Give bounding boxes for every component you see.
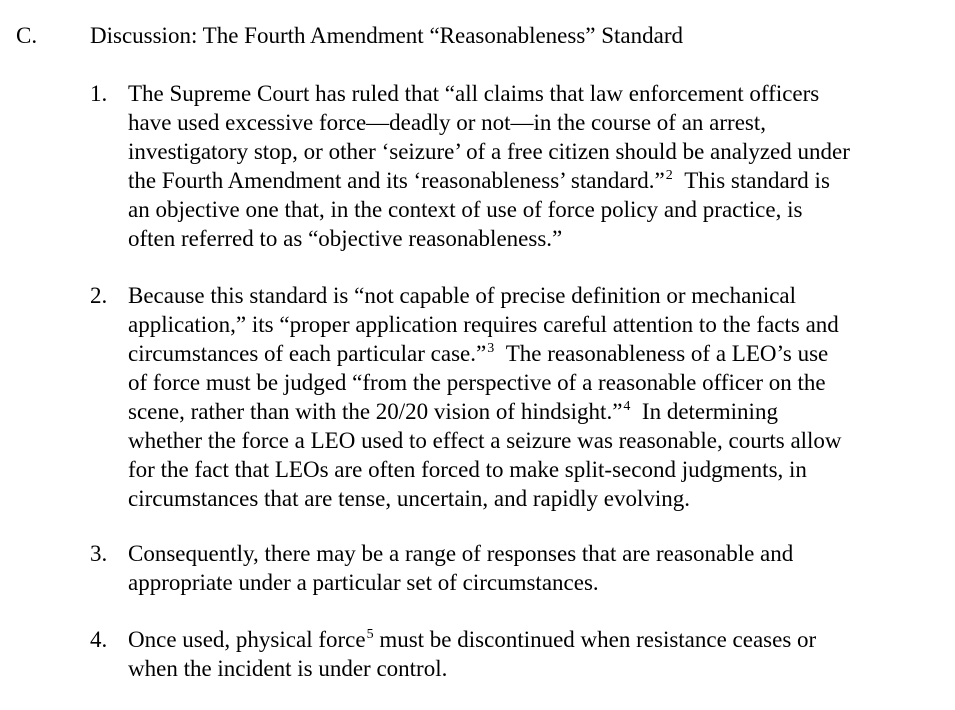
text-line: have used excessive force—deadly or not—in the course of an arrest, xyxy=(128,110,767,135)
text-line: circumstances that are tense, uncertain, and rapidly evolving. xyxy=(128,486,691,511)
item-number: 2. xyxy=(90,283,108,308)
item-number: 4. xyxy=(90,627,108,652)
text-fragment: must be discontinued when resistance ceases or xyxy=(379,627,817,652)
item-text xyxy=(128,281,930,513)
text-line: Consequently, there may be a range of responses that are reasonable and xyxy=(128,541,794,566)
text-line xyxy=(128,166,930,195)
text-line xyxy=(128,625,930,654)
item-number: 1. xyxy=(90,81,108,106)
list-item xyxy=(90,625,930,683)
text-line: application,” its “proper application requires careful attention to the facts and xyxy=(128,312,839,337)
list-item xyxy=(90,281,930,513)
item-text xyxy=(128,625,930,683)
list-item xyxy=(90,539,930,597)
list-item xyxy=(90,79,930,253)
footnote-ref: 2 xyxy=(665,168,673,183)
footnote-ref: 5 xyxy=(366,627,374,642)
text-line: appropriate under a particular set of circumstances. xyxy=(128,570,599,595)
section-letter: C. xyxy=(16,23,38,48)
footnote-ref: 4 xyxy=(623,399,631,414)
text-line xyxy=(128,397,930,426)
item-number: 3. xyxy=(90,541,108,566)
footnote-ref: 3 xyxy=(487,341,495,356)
section-title: Discussion: The Fourth Amendment “Reasonableness” Standard xyxy=(90,23,684,48)
text-line: investigatory stop, or other ‘seizure’ of a free citizen should be analyzed under xyxy=(128,139,850,164)
text-line: when the incident is under control. xyxy=(128,656,448,681)
item-text xyxy=(128,79,930,253)
text-fragment: This standard is xyxy=(684,168,830,193)
text-line: Because this standard is “not capable of precise definition or mechanical xyxy=(128,283,797,308)
text-line: whether the force a LEO used to effect a seizure was reasonable, courts allow xyxy=(128,428,842,453)
item-text xyxy=(128,539,930,597)
text-line: for the fact that LEOs are often forced to make split-second judgments, in xyxy=(128,457,807,482)
text-fragment: the Fourth Amendment and its ‘reasonableness’ standard.” xyxy=(128,168,665,193)
text-fragment: Once used, physical force xyxy=(128,627,366,652)
text-fragment: The reasonableness of a LEO’s use xyxy=(505,341,829,366)
text-fragment: circumstances of each particular case.” xyxy=(128,341,487,366)
text-fragment: In determining xyxy=(641,399,778,424)
text-line: often referred to as “objective reasonableness.” xyxy=(128,226,563,251)
text-line: an objective one that, in the context of use of force policy and practice, is xyxy=(128,197,803,222)
text-line xyxy=(128,339,930,368)
text-line: The Supreme Court has ruled that “all claims that law enforcement officers xyxy=(128,81,820,106)
text-fragment: scene, rather than with the 20/20 vision of hindsight.” xyxy=(128,399,623,424)
text-line: of force must be judged “from the perspective of a reasonable officer on the xyxy=(128,370,826,395)
